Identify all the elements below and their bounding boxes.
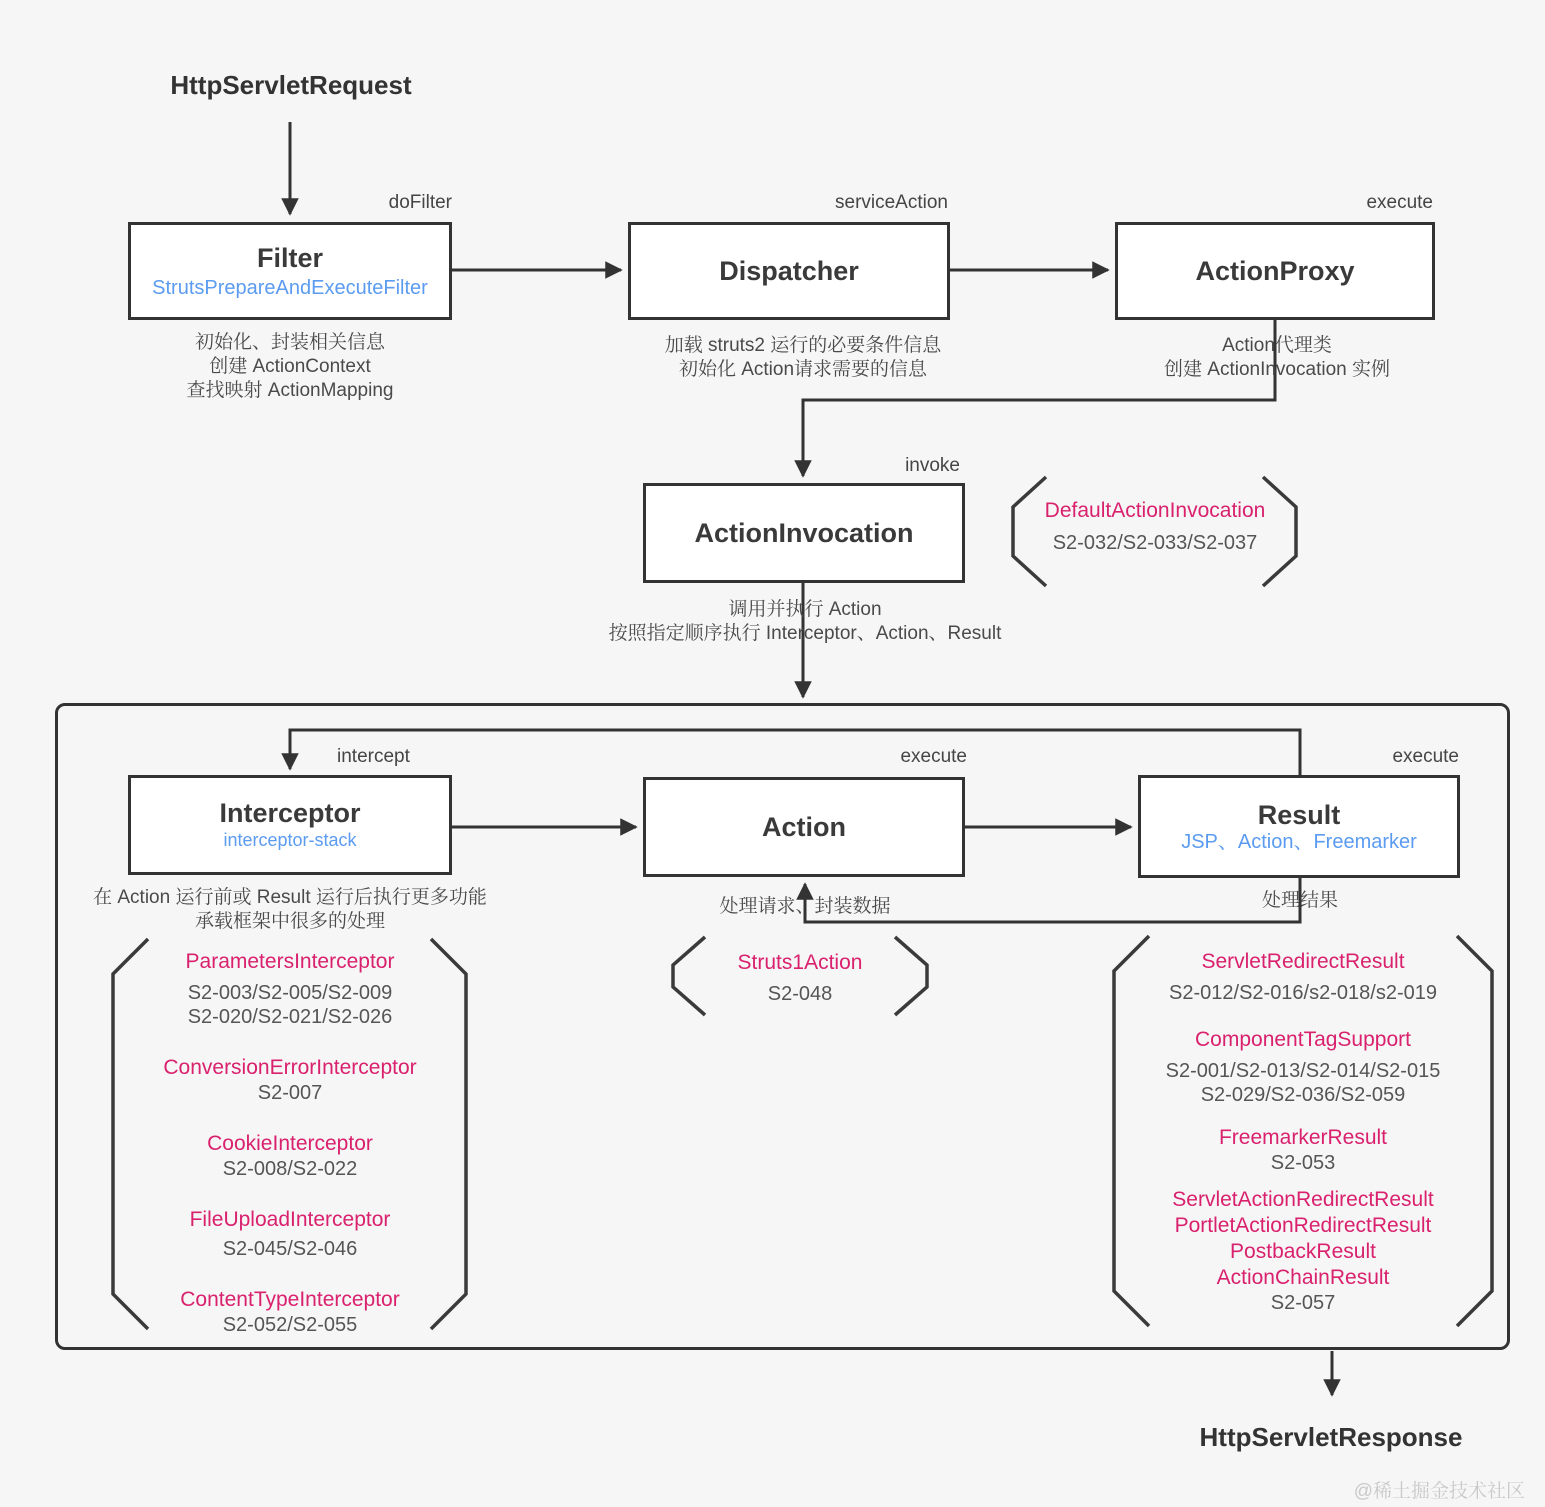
edge-label-dofilter: doFilter — [388, 192, 452, 213]
http-servlet-response-label: HttpServletResponse — [1199, 1422, 1463, 1452]
node-actioninvocation — [643, 483, 965, 583]
result-note-line: 处理结果 — [1261, 890, 1338, 911]
cve-ids: S2-020/S2-021/S2-026 — [187, 1006, 393, 1028]
cve-ids: S2-001/S2-013/S2-014/S2-015 — [1165, 1060, 1441, 1082]
actionproxy-title: ActionProxy — [1195, 256, 1355, 286]
bracket-group — [122, 1207, 458, 1261]
node-filter — [128, 222, 452, 320]
class-name: ServletRedirectResult — [1201, 950, 1405, 973]
watermark: @稀土掘金技术社区 — [1353, 1481, 1525, 1502]
cve-ids: S2-053 — [1270, 1152, 1336, 1174]
actioninvocation-title: ActionInvocation — [694, 518, 914, 548]
class-name: ContentTypeInterceptor — [180, 1288, 400, 1311]
cve-ids: S2-008/S2-022 — [222, 1158, 358, 1180]
result-vuln-list — [1128, 949, 1478, 1315]
class-name: FreemarkerResult — [1218, 1126, 1388, 1149]
cve-ids: S2-048 — [767, 983, 833, 1005]
struts1action-list — [673, 950, 927, 1006]
dispatcher-notes — [583, 334, 1023, 382]
bracket-group — [1128, 949, 1478, 1005]
interceptor-subtitle: interceptor-stack — [223, 830, 357, 850]
class-name: ConversionErrorInterceptor — [163, 1056, 417, 1079]
filter-note-line: 创建 ActionContext — [209, 356, 371, 377]
result-subtitle: JSP、Action、Freemarker — [1181, 830, 1417, 853]
edge-label-execute-action: execute — [900, 746, 967, 767]
node-actionproxy — [1115, 222, 1435, 320]
edge-label-intercept: intercept — [337, 746, 410, 767]
filter-note-line: 初始化、封装相关信息 — [194, 332, 385, 353]
actioninvocation-note-line: 按照指定顺序执行 Interceptor、Action、Result — [608, 623, 1002, 644]
action-notes — [605, 895, 1005, 919]
class-name: ServletActionRedirectResult — [1172, 1188, 1434, 1211]
class-name: PortletActionRedirectResult — [1174, 1214, 1432, 1237]
http-servlet-request-label: HttpServletRequest — [170, 70, 412, 100]
cve-ids: S2-007 — [257, 1082, 323, 1104]
class-name: CookieInterceptor — [207, 1132, 373, 1155]
dispatcher-note-line: 加载 struts2 运行的必要条件信息 — [664, 335, 942, 356]
edge-label-execute-result: execute — [1392, 746, 1459, 767]
class-name: Struts1Action — [737, 951, 863, 974]
actionproxy-note-line: 创建 ActionInvocation 实例 — [1164, 359, 1390, 380]
action-note-line: 处理请求、封装数据 — [719, 896, 891, 917]
cve-ids: S2-029/S2-036/S2-059 — [1200, 1084, 1406, 1106]
actioninvocation-notes — [555, 598, 1055, 646]
interceptor-note-line: 在 Action 运行前或 Result 运行后执行更多功能 — [93, 887, 487, 908]
filter-subtitle: StrutsPrepareAndExecuteFilter — [152, 276, 428, 299]
bracket-group — [1128, 1187, 1478, 1315]
bracket-group — [1128, 1027, 1478, 1107]
action-title: Action — [762, 812, 846, 842]
interceptor-notes — [40, 886, 540, 934]
filter-note-line: 查找映射 ActionMapping — [186, 380, 394, 401]
class-name: ComponentTagSupport — [1195, 1028, 1411, 1051]
bracket-group — [1128, 1125, 1478, 1175]
bracket-group — [1012, 498, 1298, 555]
interceptor-title: Interceptor — [219, 798, 361, 828]
filter-title: Filter — [256, 242, 323, 273]
actioninvocation-note-line: 调用并执行 Action — [728, 599, 882, 620]
interceptor-vuln-list — [122, 949, 458, 1337]
bracket-group — [122, 949, 458, 1029]
edge-label-invoke: invoke — [905, 455, 960, 476]
class-name: ActionChainResult — [1216, 1266, 1390, 1289]
edge-label-execute-proxy: execute — [1366, 192, 1433, 213]
edge-label-serviceaction: serviceAction — [835, 192, 948, 213]
defaultactioninvocation-list — [1012, 498, 1298, 555]
cve-ids: S2-003/S2-005/S2-009 — [187, 982, 393, 1004]
class-name: DefaultActionInvocation — [1044, 499, 1266, 522]
cve-ids: S2-032/S2-033/S2-037 — [1052, 532, 1258, 554]
class-name: FileUploadInterceptor — [189, 1208, 391, 1231]
bracket-group — [122, 1055, 458, 1105]
node-interceptor — [128, 775, 452, 875]
dispatcher-note-line: 初始化 Action请求需要的信息 — [678, 359, 928, 380]
class-name: PostbackResult — [1230, 1240, 1376, 1263]
cve-ids: S2-057 — [1270, 1292, 1336, 1314]
class-name: ParametersInterceptor — [185, 950, 395, 973]
cve-ids: S2-045/S2-046 — [222, 1238, 358, 1260]
interceptor-note-line: 承载框架中很多的处理 — [194, 911, 385, 932]
node-action — [643, 777, 965, 877]
result-title: Result — [1257, 799, 1341, 830]
node-result — [1138, 775, 1460, 878]
bracket-group — [673, 950, 927, 1006]
actionproxy-notes — [1057, 334, 1497, 382]
cve-ids: S2-052/S2-055 — [222, 1314, 358, 1336]
bracket-group — [122, 1287, 458, 1337]
dispatcher-title: Dispatcher — [719, 256, 859, 286]
actionproxy-note-line: Action代理类 — [1222, 335, 1332, 356]
cve-ids: S2-012/S2-016/s2-018/s2-019 — [1169, 982, 1437, 1004]
bracket-group — [122, 1131, 458, 1181]
node-dispatcher — [628, 222, 950, 320]
result-notes — [1100, 889, 1500, 913]
filter-notes — [90, 331, 490, 403]
